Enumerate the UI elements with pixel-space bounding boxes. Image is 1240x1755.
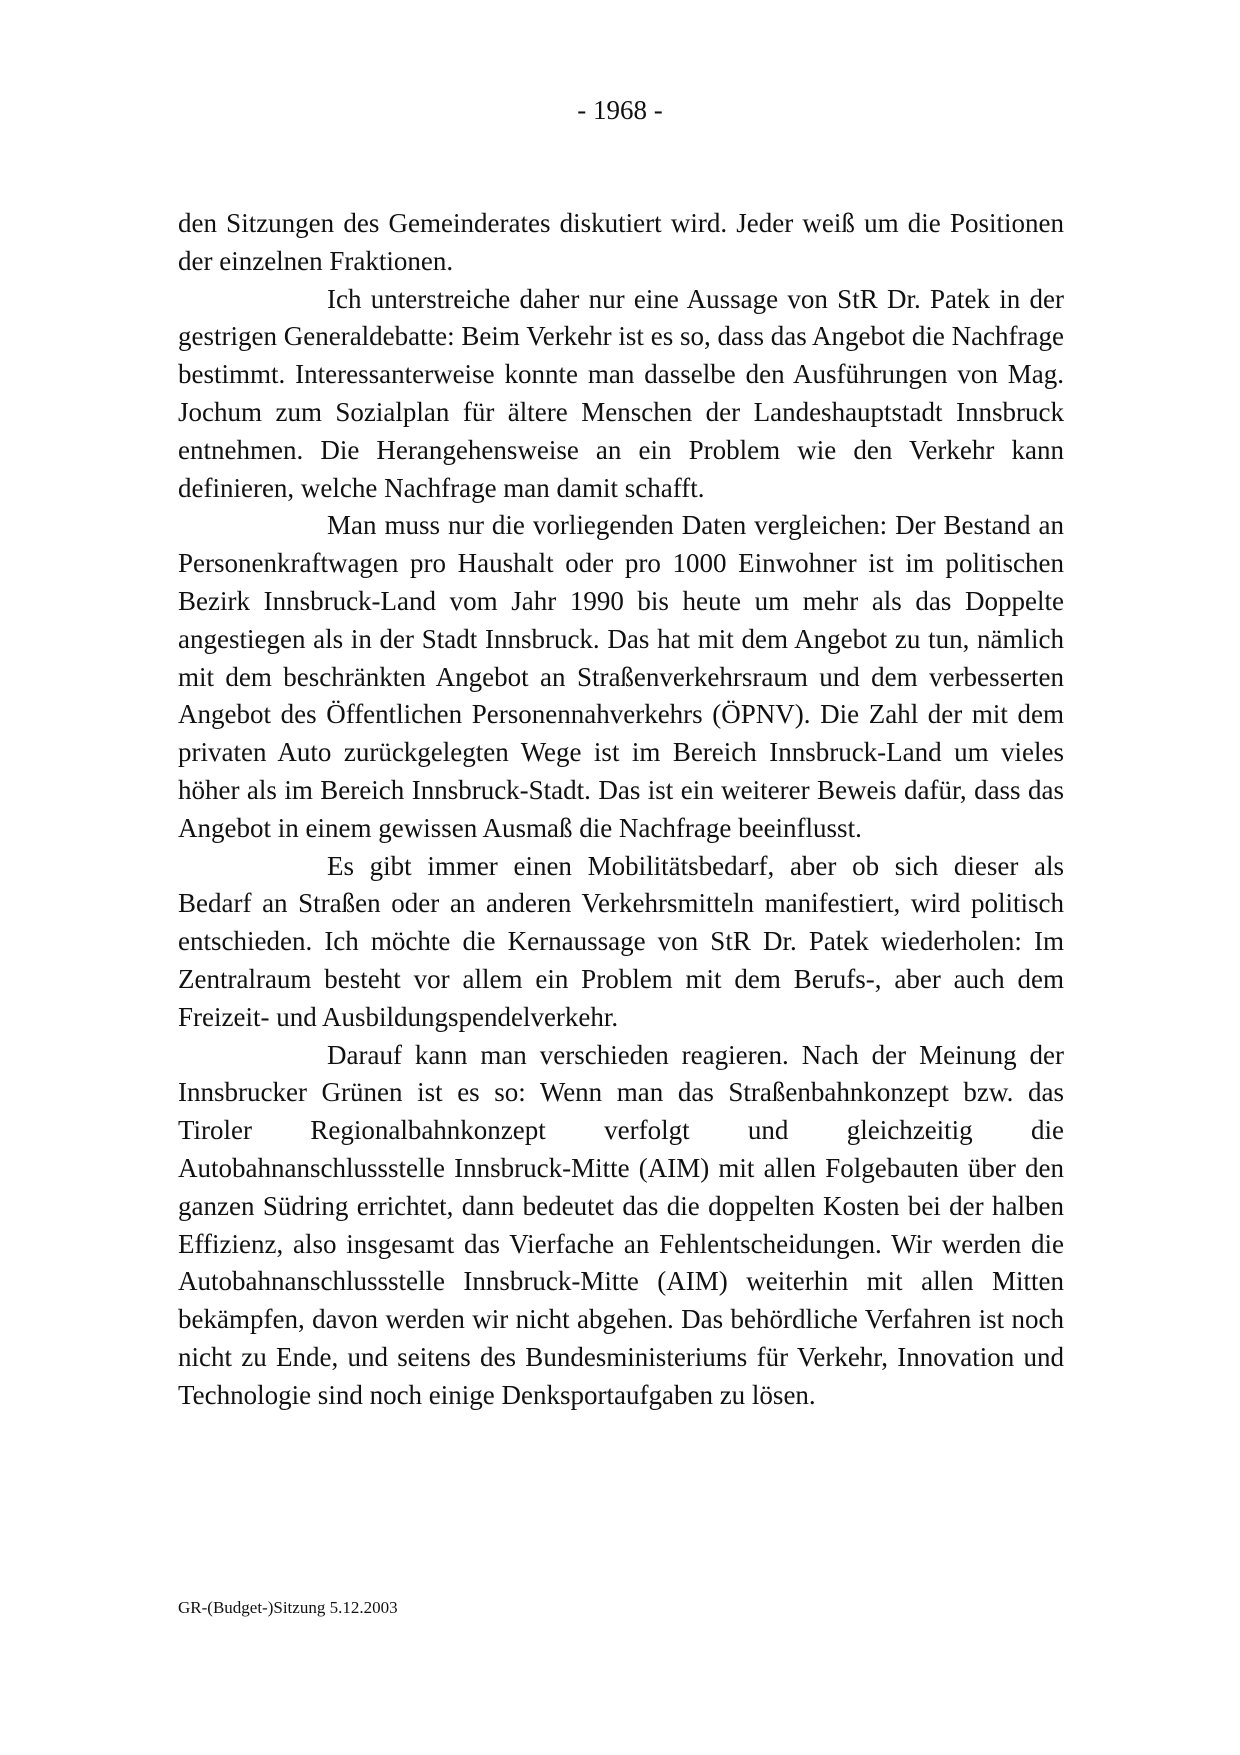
footer-session-reference: GR-(Budget-)Sitzung 5.12.2003 [178, 1598, 398, 1617]
paragraph: Ich unterstreiche daher nur eine Aussage von StR Dr. Patek in der gestrigen Generaldebatte: Beim Verkehr ist es so, dass das Angebot die Nachfrage bestimmt. Interessanterweise konnte man dasselbe den Ausführungen von Mag. Jochum zum Sozialplan für ältere Menschen der Landeshauptstadt Innsbruck entnehmen. Die Herangehensweise an ein Problem wie den Verkehr kann definieren, welche Nachfrage man damit schafft. [178, 283, 1064, 503]
paragraph-continuation: den Sitzungen des Gemeinderates diskutiert wird. Jeder weiß um die Positionen der einzelnen Fraktionen. [178, 208, 1064, 276]
paragraph: Es gibt immer einen Mobilitätsbedarf, aber ob sich dieser als Bedarf an Straßen oder an anderen Verkehrsmitteln manifestiert, wird politisch entschieden. Ich möchte die Kernaussage von StR Dr. Patek wiederholen: Im Zentralraum besteht vor allem ein Problem mit dem Berufs-, aber auch dem Freizeit- und Ausbildungspendelverkehr. [178, 850, 1064, 1032]
page-number: - 1968 - [577, 95, 663, 125]
paragraph: Man muss nur die vorliegenden Daten vergleichen: Der Bestand an Personenkraftwagen pro Haushalt oder pro 1000 Einwohner ist im politischen Bezirk Innsbruck-Land vom Jahr 1990 bis heute um mehr als das Doppelte angestiegen als in der Stadt Innsbruck. Das hat mit dem Angebot zu tun, nämlich mit dem beschränkten Angebot an Straßenverkehrsraum und dem verbesserten Angebot des Öffentlichen Personennahverkehrs (ÖPNV). Die Zahl der mit dem privaten Auto zurückgelegten Wege ist im Bereich Innsbruck-Land um vieles höher als im Bereich Innsbruck-Stadt. Das ist ein weiterer Beweis dafür, dass das Angebot in einem gewissen Ausmaß die Nachfrage beeinflusst. [178, 510, 1064, 843]
paragraph: Darauf kann man verschieden reagieren. Nach der Meinung der Innsbrucker Grünen ist es so: Wenn man das Straßenbahnkonzept bzw. das Tiroler Regionalbahnkonzept verfolgt und gleichzeitig die Autobahnanschlussstelle Innsbruck-Mitte (AIM) mit allen Folgebauten über den ganzen Südring errichtet, dann bedeutet das die doppelten Kosten bei der halben Effizienz, also insgesamt das Vierfache an Fehlentscheidungen. Wir werden die Autobahnanschlussstelle Innsbruck-Mitte (AIM) weiterhin mit allen Mitten bekämpfen, davon werden wir nicht abgehen. Das behördliche Verfahren ist noch nicht zu Ende, und seitens des Bundesministeriums für Verkehr, Innovation und Technologie sind noch einige Denksportaufgaben zu lösen. [178, 1039, 1064, 1410]
body-text [178, 205, 1064, 1415]
